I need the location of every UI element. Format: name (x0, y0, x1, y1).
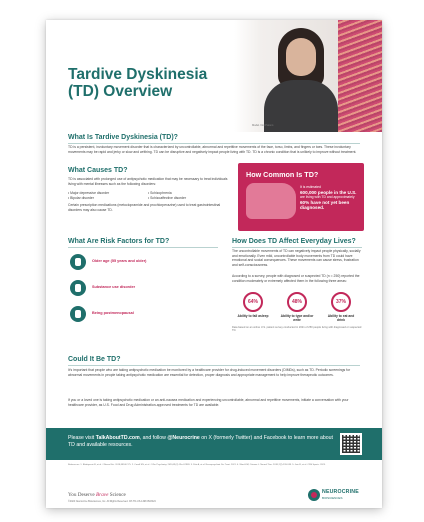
stat-value: 37% (331, 292, 351, 312)
risk-label: Being postmenopausal (92, 311, 134, 315)
stat-label: Ability to eat and drink (327, 314, 355, 322)
list-item: • Bipolar disorder (68, 195, 94, 200)
what-is-body: TD is a persistent, involuntary movement disorder that is characterized by uncontrollable, abnormal and repetitive movements of the face, torso, limbs, and fingers or toes. These involuntary movements may be rapid and jerky or slow and writhing. TD can be disruptive and negatively impact people living with TD. TD is a chronic condition that is unlikely to improve without treatment. (68, 145, 357, 154)
how-common-text: It is estimated 600,000 people in the U.S. are living with TD and approximately 60% have not yet been diagnosed. (300, 185, 357, 211)
everyday-heading: How Does TD Affect Everyday Lives? (232, 238, 356, 245)
logo-mark-icon (308, 489, 320, 501)
list-item: • Major depressive disorder (68, 191, 110, 195)
stat-type (280, 292, 314, 322)
copyright: ©2024 Neurocrine Biosciences, Inc. All Rights Reserved. CP-TD-US-1498 05/2024 (68, 500, 156, 503)
causes-list-left (68, 191, 148, 200)
list-item: • Schizoaffective disorder (148, 195, 187, 200)
postmenopausal-icon (70, 306, 86, 322)
risk-item (70, 306, 220, 324)
could-it-be-heading: Could It Be TD? (68, 356, 121, 363)
what-is-heading: What Is Tardive Dyskinesia (TD)? (68, 134, 178, 141)
causes-intro: TD is associated with prolonged use of antipsychotic medication that may be necessary to treat individuals living with mental illnesses such as the following disorders: (68, 177, 228, 186)
risk-label: Older age (55 years and older) (92, 259, 147, 263)
stat-eat (324, 292, 358, 322)
logo-name: NEUROCRINE (322, 489, 359, 495)
fact-sheet (46, 20, 382, 508)
everyday-survey: According to a survey, people with diagnosed or suspected TD (n = 250) reported the condition moderately or extremely affected them in the following three areas: (232, 274, 360, 283)
risk-heading: What Are Risk Factors for TD? (68, 238, 170, 245)
list-item: • Schizophrenia (148, 191, 172, 195)
risk-label: Substance use disorder (92, 285, 136, 289)
stat-label: Ability to type and/or write (280, 314, 314, 322)
site-link[interactable]: TalkAboutTD.com (95, 435, 140, 441)
logo-sub: BIOSCIENCES (322, 496, 343, 500)
risk-item (70, 280, 220, 298)
photo-caption: Model. Not Patient. (252, 124, 275, 127)
photo-face (286, 38, 316, 76)
everyday-note: Data based on an online U.S. patient survey conducted in 2021 of 250 people living with diagnosed or suspected TD. (232, 326, 362, 333)
header (46, 20, 382, 132)
stat-value: 48% (287, 292, 307, 312)
page-title: Tardive Dyskinesia (TD) Overview (68, 66, 208, 100)
tagline: You Deserve Brave Science (68, 492, 126, 498)
resources-banner (46, 428, 382, 460)
references: References: 1. Bhidayasiri R, et al. J Neurol Sci. 2018;389:67-75. 2. Caroff SN, et al. J Clin Psychiatry. 2020;81(2):19cs12983. 3. Dhir A, et al. Neuropsychiatr Dis Treat. 2021. 4. Ward KM, Citrome L. Neurol Ther. 2018;7(2):233-248. 5. Jain R, et al. CNS Spectr. 2023. (68, 464, 326, 466)
photo-shirt (264, 80, 338, 132)
banner-text: Please visit TalkAboutTD.com, and follow @Neurocrine on X (formerly Twitter) and Facebook to learn more about TD and available resources. (68, 435, 333, 448)
causes-section (68, 167, 230, 223)
causes-heading: What Causes TD? (68, 167, 128, 174)
causes-outro: Certain prescription medications (metoclopramide and prochlorperazine) used to treat gastrointestinal disorders may also cause TD. (68, 203, 221, 212)
neurocrine-logo (308, 488, 368, 502)
social-handle[interactable]: @Neurocrine (167, 435, 200, 441)
qr-code-icon[interactable] (340, 433, 362, 455)
could-it-be-body-2: If you or a loved one is taking antipsychotic medication or an anti-nausea medication and experiencing uncontrollable, abnormal and repetitive movements, initiate a conversation with your healthcare provider, as U.S. Food and Drug Administration-approved treatments for TD are available. (68, 398, 349, 407)
stat-label: Ability to fall asleep (237, 314, 269, 318)
causes-list-right (148, 191, 228, 200)
age-icon (70, 254, 86, 270)
decorative-pattern (338, 20, 382, 132)
how-common-heading: How Common Is TD? (246, 170, 319, 179)
risk-item (70, 254, 220, 272)
stat-sleep (236, 292, 270, 318)
header-photo (234, 20, 382, 132)
substance-icon (70, 280, 86, 296)
how-common-box (238, 163, 364, 231)
could-it-be-body-1: It's important that people who are taking antipsychotic medication be monitored by a healthcare provider for drug-induced movement disorders (DIMDs), such as TD. Periodic screenings for abnormal movements in people taking antipsychotic medication are essential for detection, proper diagnosis and appropriate management to help improve therapeutic outcomes. (68, 368, 351, 377)
divider (68, 365, 360, 366)
divider (232, 247, 362, 248)
stat-value: 64% (243, 292, 263, 312)
divider (68, 143, 360, 144)
everyday-body: The uncontrollable movements of TD can negatively impact people physically, socially and emotionally. Even mild, uncontrollable body movements from TD could have emotional and social consequences. These movements can cause stress, frustration and self-consciousness. (232, 249, 361, 267)
us-map-icon (246, 183, 296, 219)
divider (68, 247, 218, 248)
